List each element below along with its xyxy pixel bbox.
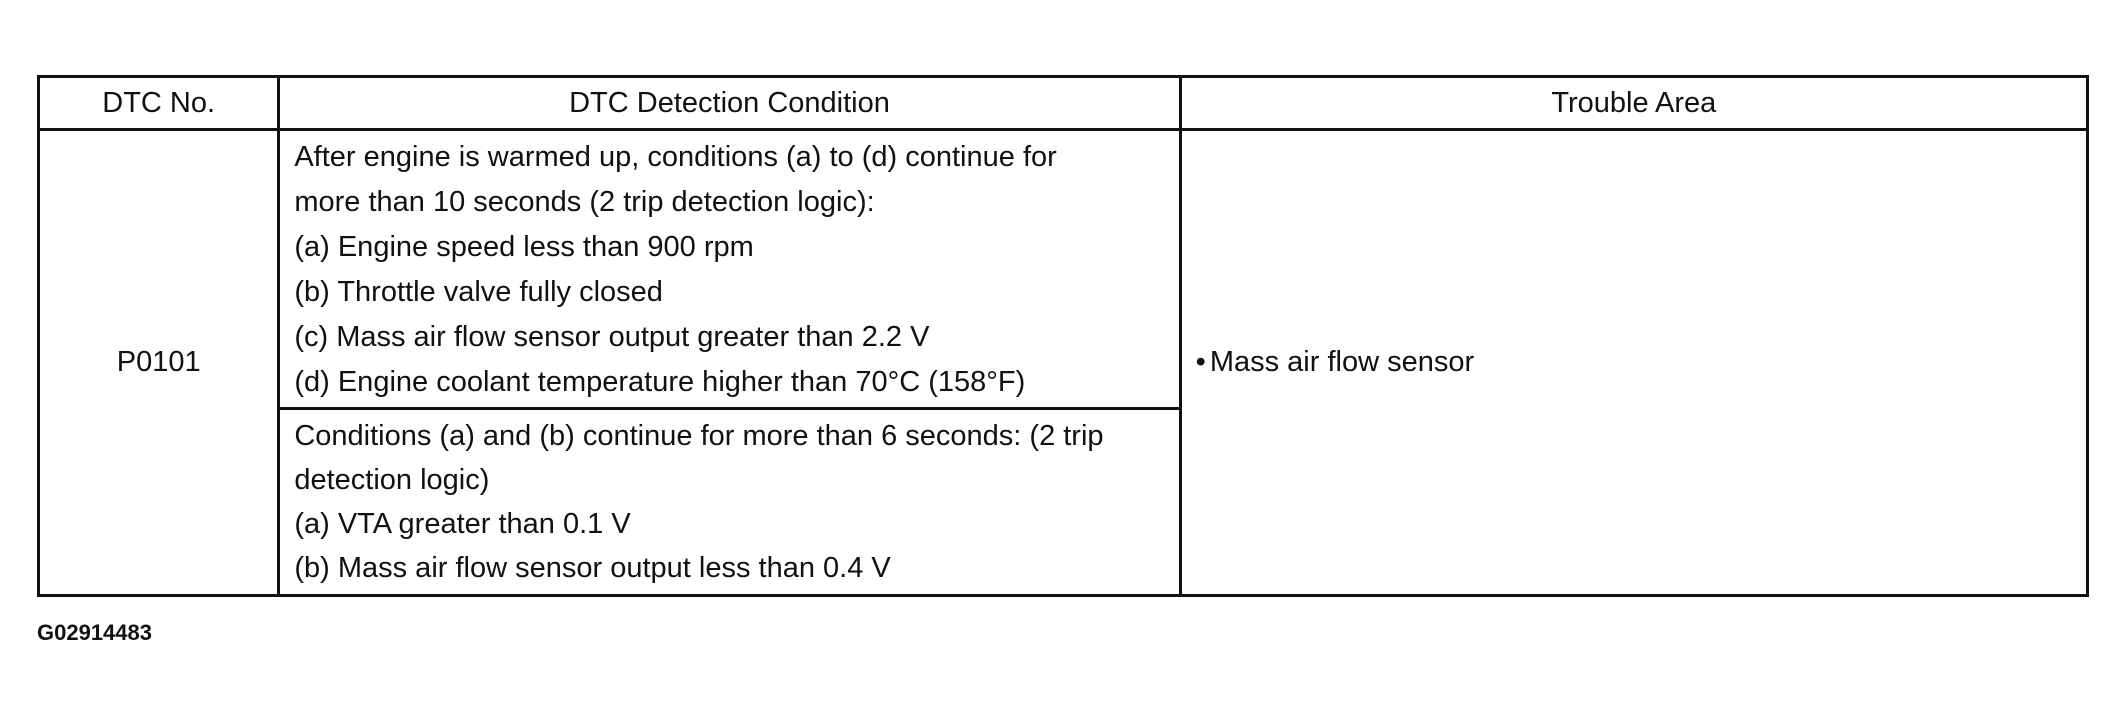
condition-2-line: (a) VTA greater than 0.1 V: [294, 508, 631, 540]
header-trouble-area: Trouble Area: [1180, 77, 2087, 130]
table-row: [39, 130, 2088, 409]
header-dtc-no: DTC No.: [39, 77, 279, 130]
header-detection-condition: DTC Detection Condition: [279, 77, 1180, 130]
condition-cell-1: [279, 130, 1180, 409]
condition-1-line: (a) Engine speed less than 900 rpm: [294, 231, 754, 263]
trouble-area-cell: [1180, 130, 2087, 596]
trouble-area-text: Mass air flow sensor: [1209, 346, 1475, 378]
condition-1-line: After engine is warmed up, conditions (a) to (d) continue for: [294, 141, 1057, 173]
condition-2-line: Conditions (a) and (b) continue for more than 6 seconds: (2 trip: [294, 420, 1104, 452]
dtc-code-cell: P0101: [39, 130, 279, 596]
condition-2-line: (b) Mass air flow sensor output less than 0.4 V: [294, 552, 891, 584]
condition-1-line: more than 10 seconds (2 trip detection logic):: [294, 186, 875, 218]
figure-id: G02914483: [37, 620, 152, 645]
condition-1-line: (b) Throttle valve fully closed: [294, 276, 663, 308]
condition-1-line: (d) Engine coolant temperature higher than 70°C (158°F): [294, 366, 1026, 398]
condition-2-line: detection logic): [294, 464, 490, 496]
condition-1-line: (c) Mass air flow sensor output greater than 2.2 V: [294, 321, 930, 353]
bullet-icon: •: [1195, 346, 1206, 378]
condition-cell-2: [279, 409, 1180, 596]
dtc-table: [37, 75, 2089, 597]
header-row: [39, 77, 2088, 130]
